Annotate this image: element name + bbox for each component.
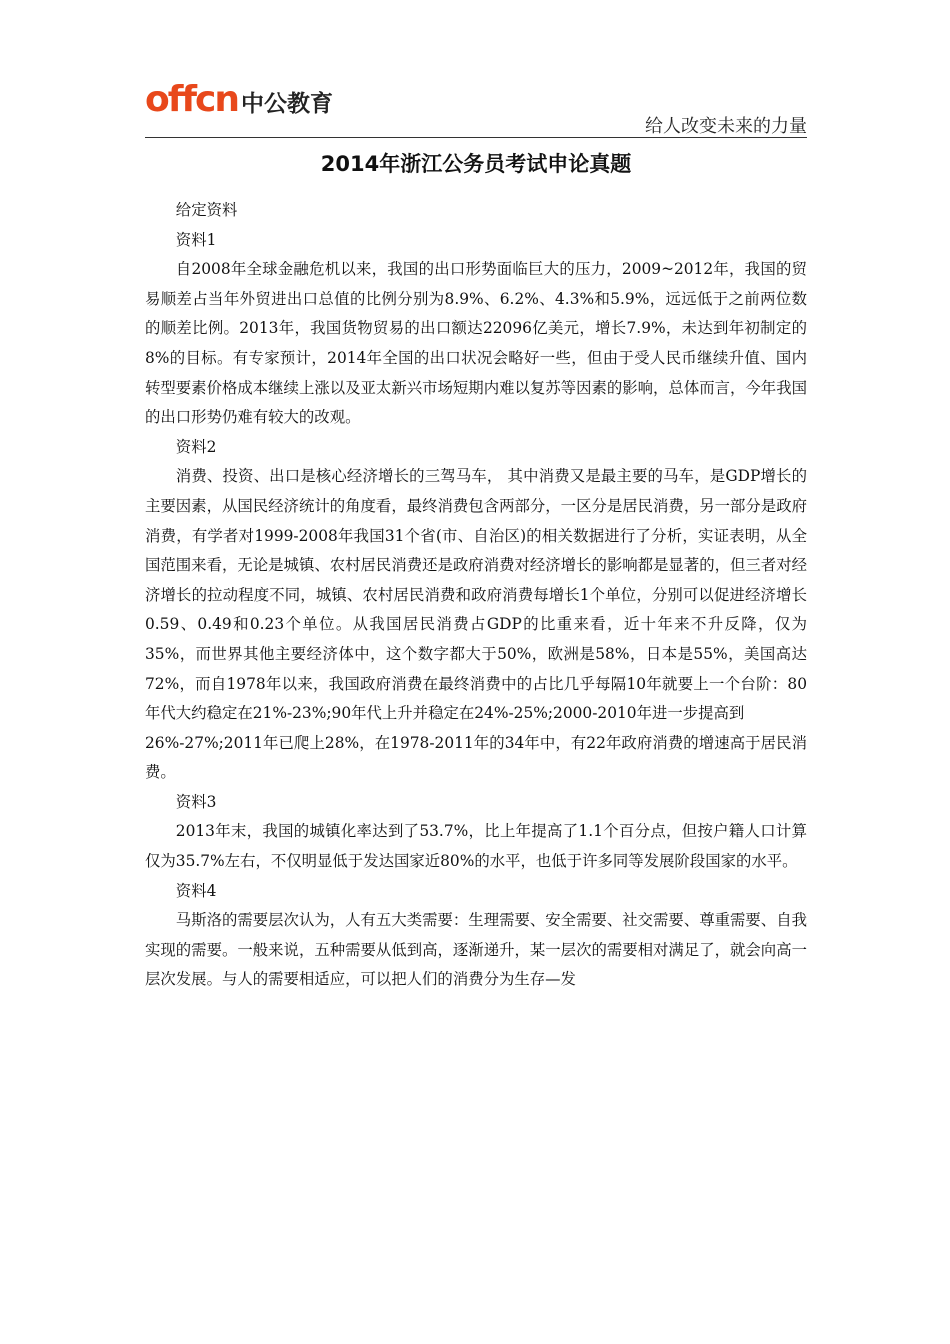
document-body	[145, 196, 807, 995]
svg-text:中公教育: 中公教育	[241, 91, 333, 117]
material-heading: 资料3	[175, 792, 217, 811]
page-header	[145, 72, 807, 140]
header-divider	[145, 137, 807, 138]
material-paragraph: 自2008年全球金融危机以来，我国的出口形势面临巨大的压力，2009~2012年，我国的贸易顺差占当年外贸进出口总值的比例分别为8.9%、6.2%、4.3%和5.9%，远远低于之前两位数的顺差比例。2013年，我国货物贸易的出口额达22096亿美元，增长7.9%，未达到年初制定的8%的目标。有专家预计，2014年全国的出口状况会略好一些，但由于受人民币继续升值、国内转型要素价格成本继续上涨以及亚太新兴市场短期内难以复苏等因素的影响，总体而言，今年我国的出口形势仍难有较大的改观。	[145, 260, 807, 427]
material-paragraph: 2013年末，我国的城镇化率达到了53.7%，比上年提高了1.1个百分点，但按户籍人口计算仅为35.7%左右，不仅明显低于发达国家近80%的水平，也低于许多同等发展阶段国家的水平。	[145, 822, 807, 871]
svg-text:offcn: offcn	[145, 79, 239, 118]
material-heading: 资料1	[175, 230, 217, 249]
section-heading: 给定资料	[175, 201, 238, 219]
material-heading: 资料4	[175, 881, 217, 900]
material-paragraph-continued: 26%-27%;2011年已爬上28%，在1978-2011年的34年中，有22年政府消费的增速高于居民消费。	[145, 733, 807, 782]
material-heading: 资料2	[175, 437, 217, 456]
document-title: 2014年浙江公务员考试申论真题	[320, 152, 632, 176]
header-slogan: 给人改变未来的力量	[645, 116, 807, 137]
material-paragraph: 消费、投资、出口是核心经济增长的三驾马车， 其中消费又是最主要的马车，是GDP增长的主要因素，从国民经济统计的角度看，最终消费包含两部分，一区分是居民消费，另一部分是政府消费，有学者对1999-2008年我国31个省(市、自治区)的相关数据进行了分析，实证表明，从全国范围来看，无论是城镇、农村居民消费还是政府消费对经济增长的影响都是显著的，但三者对经济增长的拉动程度不同，城镇、农村居民消费和政府消费每增长1个单位，分别可以促进经济增长0.59、0.49和0.23个单位。从我国居民消费占GDP的比重来看，近十年来不升反降，仅为35%，而世界其他主要经济体中，这个数字都大于50%，欧洲是58%，日本是55%，美国高达72%，而自1978年以来，我国政府消费在最终消费中的占比几乎每隔10年就要上一个台阶：80年代大约稳定在21%-23%;90年代上升并稳定在24%-25%;2000-2010年进一步提高到	[145, 467, 807, 723]
offcn-logo	[145, 78, 345, 118]
material-paragraph: 马斯洛的需要层次认为，人有五大类需要：生理需要、安全需要、社交需要、尊重需要、自我实现的需要。一般来说，五种需要从低到高，逐渐递升，某一层次的需要相对满足了，就会向高一层次发展。与人的需要相适应，可以把人们的消费分为生存—发	[145, 911, 807, 989]
